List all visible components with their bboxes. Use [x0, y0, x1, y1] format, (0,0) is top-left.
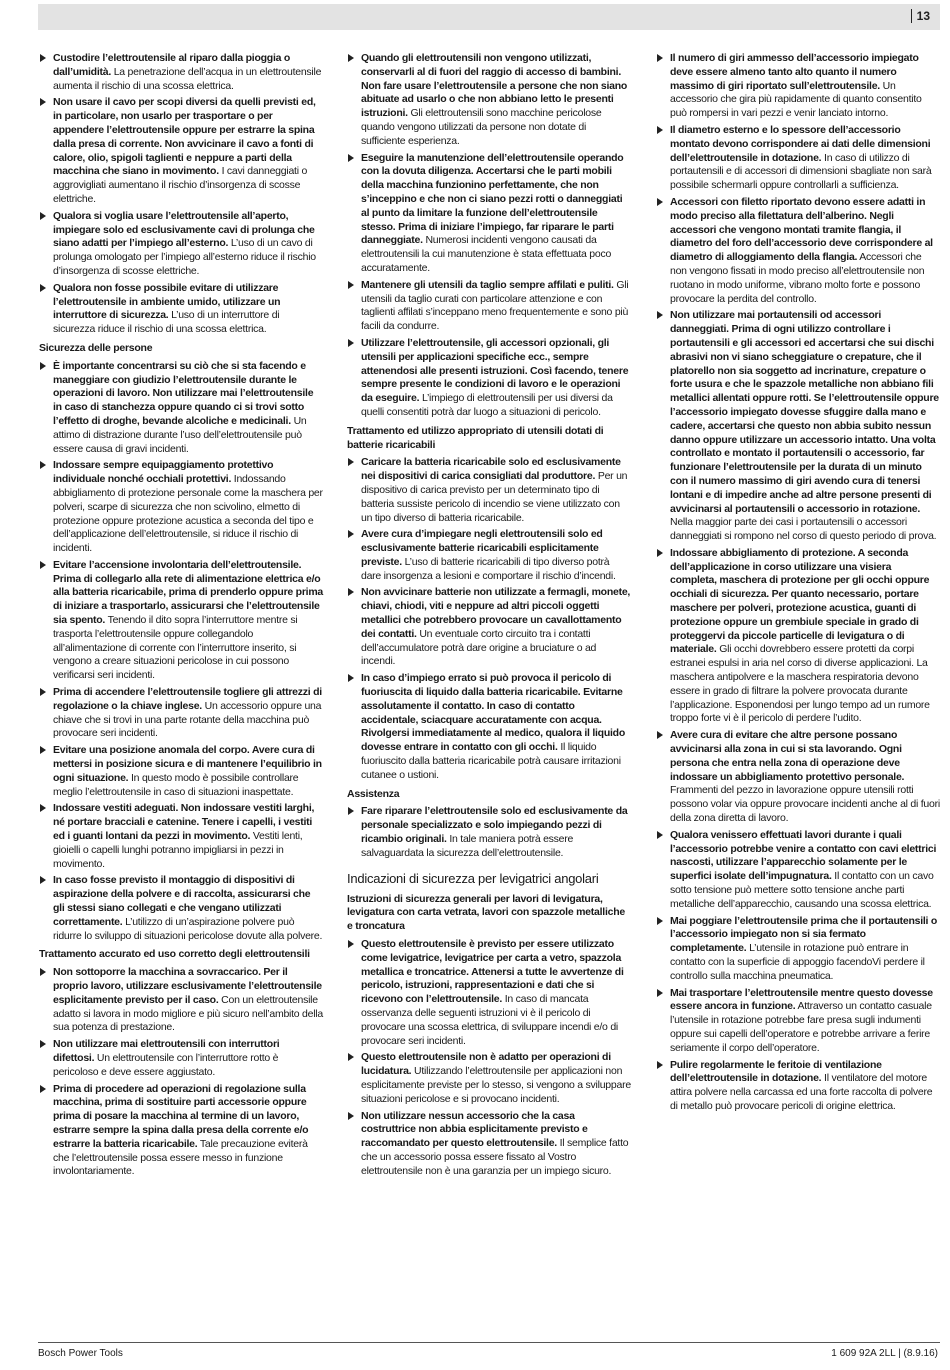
explanation-text: Accessori che non vengono fissati in modo preciso all’elettroutensile non ruotano in modo uniforme, vibrano molto forte e possono provocare la perdita del controllo. [670, 251, 925, 305]
list-item [347, 1051, 631, 1106]
list-item [656, 829, 940, 912]
list-item [39, 52, 323, 93]
bullet-triangle-icon [657, 917, 663, 925]
warning-text-bold: Accessori con filetto riportato devono essere adatti in modo preciso alla filettatura dell’alberino. Negli accessori che vengono montati tramite flangia, il diametro del foro dell’accessorio deve corrispondere al diametro di alloggiamento della flangia. [670, 195, 933, 264]
bullet-triangle-icon [40, 98, 46, 106]
explanation-text: Indossando abbigliamento di protezione personale come la maschera per polveri, scarpe di sicurezza che non scivolino, elmetto di protezione oppure protezione acustica a seconda del tipo e dell’applicazione dell’elettroutensile, si riduce il rischio di incidenti. [53, 473, 323, 555]
explanation-text: L’uso di batterie ricaricabili di tipo diverso potrà dare insorgenza a lesioni e comportare il rischio d’incendi. [361, 555, 616, 582]
safety-list [347, 456, 631, 782]
warning-text-bold: Mantenere gli utensili da taglio sempre affilati e puliti. [361, 278, 614, 291]
warning-text-bold: Mai trasportare l’elettroutensile mentre questo dovesse essere ancora in funzione. [670, 986, 933, 1013]
explanation-text: Tale precauzione eviterà che l’elettroutensile possa essere messo in funzione involontariamente. [53, 1137, 308, 1178]
explanation-text: Numerosi incidenti vengono causati da elettroutensili la cui manutenzione è stata effettuata poco accuratamente. [361, 234, 612, 274]
section-title: Indicazioni di sicurezza per levigatrici angolari [347, 870, 599, 886]
warning-text-bold: Evitare l’accensione involontaria dell’elettroutensile. Prima di collegarlo alla rete di alimentazione elettrica e/o alla batteria ricaricabile, prima di prenderlo oppure prima di iniziare a trasportarlo, assicurarsi che l’elettroutensile sia spento. [53, 558, 324, 627]
warning-text-bold: Quando gli elettroutensili non vengono utilizzati, conservarli al di fuori del raggio di accesso di bambini. Non fare usare l’elettroutensile a persone che non siano abituate ad usarlo o che non abbiano letto le presenti istruzioni. [361, 52, 628, 120]
safety-list [347, 805, 631, 860]
warning-text-bold: Avere cura di evitare che altre persone possano avvicinarsi alla zona in cui si sta lavorando. Ogni persona che entra nella zona di operazione deve indossare un abbigliamento protettivo personale. [670, 729, 905, 783]
list-item [656, 547, 940, 726]
explanation-text: Il liquido fuoriuscito dalla batteria ricaricabile potrà causare irritazioni cutanee o ustioni. [361, 741, 621, 781]
list-item [347, 456, 631, 525]
warning-text-bold: Prima di accendere l’elettroutensile togliere gli attrezzi di regolazione o la chiave inglese. [53, 686, 322, 712]
list-item [347, 586, 631, 669]
list-item [656, 309, 940, 544]
section-heading: Trattamento ed utilizzo appropriato di utensili dotati di batterie ricaricabili [347, 424, 604, 451]
bullet-triangle-icon [40, 212, 46, 220]
explanation-text: Frammenti del pezzo in lavorazione oppure utensili rotti possono volar via oppure provocare incidenti anche al di fuori della zona diretta di lavoro. [670, 784, 940, 825]
safety-list [39, 360, 323, 944]
list-item [39, 874, 323, 943]
list-item [656, 52, 940, 121]
warning-text-bold: Indossare abbigliamento di protezione. A seconda dell’applicazione in corso utilizzare una visiera completa, maschera di protezione per gli occhi oppure occhiali di sicurezza. Per quanto necessario, portare maschere per polveri, protezione acustica, guanti di protezione oppure un grembiule speciale in grado di proteggervi da piccole particelle di levigatura o di materiale. [670, 546, 930, 656]
warning-text-bold: Prima di procedere ad operazioni di regolazione sulla macchina, prima di sostituire parti accessorie oppure prima di posare la macchina al termine di un lavoro, estrarre sempre la spina dalla presa della corrente e/o estrarre la batteria ricaricabile. [53, 1082, 309, 1150]
list-item [39, 360, 323, 457]
explanation-text: L’utensile in rotazione può entrare in contatto con la superficie di appoggio facendoVi perdere il controllo sulla macchina pneumatica. [670, 942, 925, 982]
column-1 [39, 52, 323, 1182]
list-item [656, 987, 940, 1056]
bullet-triangle-icon [348, 154, 354, 162]
list-item [347, 805, 631, 860]
explanation-text: Gli utensili da taglio curati con particolare attenzione e con taglienti affilati s’inceppano meno frequentemente e sono più facili da condurre. [361, 278, 629, 333]
explanation-text: In questo modo è possibile controllare meglio l’elettroutensile in caso di situazioni inaspettate. [53, 771, 299, 798]
list-item [347, 52, 631, 149]
list-item [656, 729, 940, 826]
explanation-text: Un elettroutensile con l’interruttore rotto è pericoloso e deve essere aggiustato. [53, 1051, 279, 1078]
bullet-triangle-icon [348, 281, 354, 289]
page-number: 13 [911, 9, 930, 23]
warning-text-bold: Non avvicinare batterie non utilizzate a fermagli, monete, chiavi, chiodi, viti e neppure ad altri piccoli oggetti metallici che potrebbero provocare un cavallottamento dei contatti. [361, 586, 631, 640]
list-item [347, 938, 631, 1048]
section-heading: Sicurezza delle persone [39, 341, 153, 354]
list-item [347, 152, 631, 276]
bullet-triangle-icon [348, 530, 354, 538]
bullet-triangle-icon [657, 989, 663, 997]
list-item [39, 686, 323, 741]
header-band [38, 4, 940, 30]
bullet-triangle-icon [40, 876, 46, 884]
warning-text-bold: Questo elettroutensile è previsto per essere utilizzato come levigatrice, levigatrice per carta a vetro, spazzola metallica e troncatrice. Attenersi a tutte le avvertenze di pericolo, istruzioni, rappresentazioni e dati che si ricevono con l’elettroutensile. [361, 938, 624, 1006]
explanation-text: In caso di utilizzo di portautensili e di accessori di dimensioni sbagliate non sarà possibile schermarli oppure controllarli a sufficienza. [670, 151, 932, 192]
warning-text-bold: Fare riparare l’elettroutensile solo ed esclusivamente da personale specializzato e solo impiegando pezzi di ricambio originali. [361, 805, 628, 846]
warning-text-bold: Eseguire la manutenzione dell’elettroutensile operando con la dovuta diligenza. Accertarsi che le parti mobili della macchina funzionino perfettamente, che non s’inceppino e che non ci siano pezzi rotti o danneggiati al punto da limitare la funzione dell’elettroutensile stesso. Prima di iniziare l’impiego, far riparare le parti danneggiate. [361, 151, 624, 247]
explanation-text: In caso di mancata osservanza delle seguenti istruzioni vi è il pericolo di provocare una scossa elettrica, di sviluppare incendi e/o di provocare seri incidenti. [361, 993, 618, 1047]
warning-text-bold: Qualora si voglia usare l’elettroutensile all’aperto, impiegare solo ed esclusivamente cavi di prolunga che siano adatti per l’impiego all’esterno. [53, 209, 315, 250]
footer-rule [38, 1342, 940, 1343]
bullet-triangle-icon [40, 461, 46, 469]
bullet-triangle-icon [40, 968, 46, 976]
bullet-triangle-icon [40, 804, 46, 812]
warning-text-bold: In caso fosse previsto il montaggio di dispositivi di aspirazione della polvere e di raccolta, assicurarsi che gli stessi siano collegati e che vengano utilizzati correttamente. [53, 874, 311, 928]
list-item [656, 196, 940, 306]
list-item [39, 282, 323, 337]
explanation-text: Con un elettroutensile adatto si lavora in modo migliore e più sicuro nell’ambito della sua potenza di prestazione. [53, 993, 323, 1034]
safety-list [39, 966, 323, 1179]
warning-text-bold: Pulire regolarmente le feritoie di ventilazione dell’elettroutensile in dotazione. [670, 1058, 882, 1085]
explanation-text: Nella maggior parte dei casi i portautensili o accessori danneggiati si rompono nel corso di questo periodo di prova. [670, 516, 937, 543]
warning-text-bold: Non utilizzare mai portautensili od accessori danneggiati. Prima di ogni utilizzo controllare i portautensili e gli accessori ed accertarsi che sui dischi abrasivi non vi siano scheggiature o crepature, che il platorello non sia soggetto ad incrinature, crepature o forte usura e che le spazzole metalliche non abbiano fili metallici allentati oppure rotti. Se l’elettroutensile oppure l’accessorio impiegato dovesse sfuggire dalla mano e cadere, accertarsi che questo non abbia subito nessun danno oppure utilizzare un accessorio intatto. Una volta controllato e montato il portautensili o accessorio, far funzionare l’elettroutensile per la durata di un minuto con il numero massimo di giri avendo cura di tenersi lontani e di impedire anche ad altre persone presenti di avvicinarsi al portautensili o accessorio in rotazione. [670, 309, 939, 515]
section-heading: Istruzioni di sicurezza generali per lavori di levigatura, levigatura con carta vetrata, lavori con spazzole metalliche e troncatura [347, 892, 625, 933]
warning-text-bold: Indossare sempre equipaggiamento protettivo individuale nonché occhiali protettivi. [53, 459, 274, 486]
bullet-triangle-icon [40, 561, 46, 569]
warning-text-bold: Caricare la batteria ricaricabile solo ed esclusivamente nei dispositivi di carica consigliati dal produttore. [361, 456, 621, 483]
bullet-triangle-icon [348, 940, 354, 948]
safety-list [656, 52, 940, 1114]
safety-list [347, 52, 631, 420]
warning-text-bold: Non utilizzare nessun accessorio che la casa costruttrice non abbia esplicitamente previsto e raccomandato per questo elettroutensile. [361, 1109, 588, 1150]
bullet-triangle-icon [348, 1053, 354, 1061]
explanation-text: Un accessorio oppure una chiave che si trovi in una parte rotante della macchina può provocare seri incidenti. [53, 699, 322, 740]
column-2 [347, 52, 631, 1182]
explanation-text: L’uso di un cavo di prolunga omologato per l’impiego all’esterno riduce il rischio d’insorgenza di scosse elettriche. [53, 237, 316, 277]
explanation-text: Gli occhi dovrebbero essere protetti da corpi estranei espulsi in aria nel corso di diverse applicazioni. La maschera antipolvere e la maschera respiratoria devono essere in grado di filtrare la polvere provocata durante l’applicazione. Esponendosi per lungo tempo ad un rumore troppo forte vi è il pericolo di perdere l’udito. [670, 643, 930, 725]
warning-text-bold: Avere cura d’impiegare negli elettroutensili solo ed esclusivamente batterie ricaricabili esplicitamente previste. [361, 528, 603, 568]
safety-list [39, 52, 323, 337]
warning-text-bold: Non sottoporre la macchina a sovraccarico. Per il proprio lavoro, utilizzare esclusivamente l’elettroutensile esplicitamente previsto per il caso. [53, 966, 322, 1006]
list-item [39, 96, 323, 206]
explanation-text: L’utilizzo di un’aspirazione polvere può ridurre lo sviluppo di situazioni pericolose dovute alla polvere. [53, 915, 323, 942]
footer-brand: Bosch Power Tools [38, 1348, 123, 1359]
bullet-triangle-icon [657, 198, 663, 206]
explanation-text: Per un dispositivo di carica previsto per un determinato tipo di batteria sussiste pericolo di incendio se viene utilizzato con un tipo diverso di batteria ricaricabile. [361, 470, 628, 524]
section-heading: Trattamento accurato ed uso corretto degli elettroutensili [39, 948, 310, 961]
warning-text-bold: Utilizzare l’elettroutensile, gli accessori opzionali, gli utensili per applicazioni specifiche ecc., sempre attenendosi alle presenti istruzioni. Così facendo, tenere sempre presente le condizioni di lavoro e le operazioni da eseguire. [361, 336, 629, 405]
explanation-text: La penetrazione dell’acqua in un elettroutensile aumenta il rischio di una scossa elettrica. [53, 65, 322, 92]
explanation-text: Vestiti lenti, gioielli o capelli lunghi potranno impigliarsi in pezzi in movimento. [53, 830, 303, 870]
warning-text-bold: In caso d’impiego errato si può provoca il pericolo di fuoriuscita di liquido dalla batteria ricaricabile. Evitarne assolutamente il contatto. In caso di contatto accidentale, sciacquare accuratamente con acqua. Rivolgersi immediatamente al medico, qualora il liquido dovesse entrare in contatto con gli occhi. [361, 672, 625, 754]
warning-text-bold: Indossare vestiti adeguati. Non indossare vestiti larghi, né portare bracciali e catenine. Tenere i capelli, i vestiti ed i guanti lontani da pezzi in movimento. [53, 802, 315, 843]
list-item [656, 124, 940, 193]
bullet-triangle-icon [40, 54, 46, 62]
bullet-triangle-icon [348, 54, 354, 62]
bullet-triangle-icon [657, 1061, 663, 1069]
warning-text-bold: È importante concentrarsi su ciò che si sta facendo e maneggiare con giudizio l’elettroutensile durante le operazioni di lavoro. Non utilizzare mai l’elettroutensile in caso di stanchezza oppure quando ci si trovi sotto l’effetto di droghe, bevande alcoliche e medicinali. [53, 359, 314, 427]
list-item [39, 210, 323, 279]
bullet-triangle-icon [40, 1085, 46, 1093]
explanation-text: Un accessorio che gira più rapidamente di quanto consentito può rompersi in vari pezzi e venir lanciato intorno. [670, 79, 922, 120]
list-item [39, 1038, 323, 1079]
explanation-text: Un attimo di distrazione durante l’uso dell’elettroutensile può essere causa di gravi incidenti. [53, 414, 307, 455]
warning-text-bold: Non usare il cavo per scopi diversi da quelli previsti ed, in particolare, non usarlo per trasportare o per appendere l’elettroutensile oppure per estrarre la spina dalla presa di corrente. Non avvicinare il cavo a fonti di calore, olio, spigoli taglienti e neppure a parti della macchina che siano in movimento. [53, 96, 316, 178]
bullet-triangle-icon [348, 674, 354, 682]
list-item [347, 672, 631, 782]
list-item [39, 459, 323, 556]
warning-text-bold: Custodire l’elettroutensile al riparo dalla pioggia o dall’umidità. [53, 52, 291, 78]
list-item [39, 559, 323, 683]
explanation-text: Il semplice fatto che un accessorio possa essere fissato al Vostro elettroutensile non è una garanzia per un impiego sicuro. [361, 1137, 629, 1177]
list-item [39, 966, 323, 1035]
bullet-triangle-icon [40, 746, 46, 754]
bullet-triangle-icon [657, 731, 663, 739]
explanation-text: Gli elettroutensili sono macchine pericolose quando vengono utilizzati da persone non dotate di sufficiente esperienza. [361, 107, 602, 147]
list-item [347, 1110, 631, 1179]
explanation-text: I cavi danneggiati o aggrovigliati aumentano il rischio d’insorgenza di scosse elettriche. [53, 165, 308, 205]
bullet-triangle-icon [657, 54, 663, 62]
explanation-text: L’impiego di elettroutensili per usi diversi da quelli consentiti potrà dar luogo a situazioni di pericolo. [361, 392, 613, 418]
bullet-triangle-icon [657, 311, 663, 319]
list-item [39, 744, 323, 799]
explanation-text: L’uso di un interruttore di sicurezza riduce il rischio di una scossa elettrica. [53, 309, 280, 336]
warning-text-bold: Il diametro esterno e lo spessore dell’accessorio montato devono corrispondere ai dati delle dimensioni dell’elettroutensile in dotazione. [670, 123, 931, 164]
bullet-triangle-icon [40, 284, 46, 292]
bullet-triangle-icon [657, 549, 663, 557]
column-3 [656, 52, 940, 1117]
bullet-triangle-icon [657, 126, 663, 134]
explanation-text: Attraverso un contatto casuale l’utensile in rotazione potrebbe fare presa sugli indumenti oppure sui capelli dell’operatore e potrebbe arrivare a ferire seriamente il corpo dell’operatore. [670, 1000, 932, 1054]
bullet-triangle-icon [40, 1040, 46, 1048]
warning-text-bold: Questo elettroutensile non è adatto per operazioni di lucidatura. [361, 1051, 611, 1078]
list-item [39, 802, 323, 871]
bullet-triangle-icon [348, 1112, 354, 1120]
explanation-text: Il contatto con un cavo sotto tensione può mettere sotto tensione anche parti metalliche dell’apparecchio, causando una scossa elettrica. [670, 870, 934, 910]
bullet-triangle-icon [348, 458, 354, 466]
list-item [39, 1083, 323, 1180]
list-item [347, 337, 631, 420]
safety-list [347, 938, 631, 1179]
explanation-text: Un eventuale corto circuito tra i contatti dell’accumulatore potrà dare origine a bruciature o ad incendi. [361, 627, 597, 668]
list-item [347, 528, 631, 583]
warning-text-bold: Evitare una posizione anomala del corpo. Avere cura di mettersi in posizione sicura e di mantenere l’equilibrio in ogni situazione. [53, 744, 322, 784]
bullet-triangle-icon [348, 588, 354, 596]
footer-doc-id: 1 609 92A 2LL | (8.9.16) [831, 1348, 938, 1359]
warning-text-bold: Mai poggiare l’elettroutensile prima che il portautensili o l’accessorio impiegato non si sia fermato completamente. [670, 914, 938, 955]
explanation-text: Tenendo il dito sopra l’interruttore mentre si trasporta l’elettroutensile oppure collegandolo all’alimentazione di corrente con l’interruttore inserito, si vengono a creare situazioni pericolose in cui possono verificarsi seri incidenti. [53, 614, 298, 682]
bullet-triangle-icon [657, 831, 663, 839]
bullet-triangle-icon [348, 339, 354, 347]
list-item [656, 915, 940, 984]
warning-text-bold: Qualora venissero effettuati lavori durante i quali l’accessorio potrebbe venire a contatto con cavi elettrici nascosti, utilizzare l’apparecchio solamente per le superfici isolate dell’impugnatura. [670, 828, 937, 883]
list-item [347, 279, 631, 334]
warning-text-bold: Non utilizzare mai elettroutensili con interruttori difettosi. [53, 1038, 280, 1064]
explanation-text: Il ventilatore del motore attira polvere nella carcassa ed una forte raccolta di polvere di metallo può provocare pericoli di origine elettrica. [670, 1072, 933, 1112]
warning-text-bold: Il numero di giri ammesso dell’accessorio impiegato deve essere almeno tanto alto quanto il numero massimo di giri riportato sull’elettroutensile. [670, 52, 919, 92]
explanation-text: In tale maniera potrà essere salvaguardata la sicurezza dell’elettroutensile. [361, 833, 574, 859]
warning-text-bold: Qualora non fosse possibile evitare di utilizzare l’elettroutensile in ambiente umido, utilizzare un interruttore di sicurezza. [53, 281, 281, 322]
explanation-text: Utilizzando l’elettroutensile per applicazioni non esplicitamente previste per lo stesso, si vengono a sviluppare situazioni pericolose e si provocano incidenti. [361, 1065, 631, 1105]
section-heading: Assistenza [347, 787, 400, 800]
bullet-triangle-icon [40, 362, 46, 370]
bullet-triangle-icon [348, 807, 354, 815]
bullet-triangle-icon [40, 688, 46, 696]
list-item [656, 1059, 940, 1114]
